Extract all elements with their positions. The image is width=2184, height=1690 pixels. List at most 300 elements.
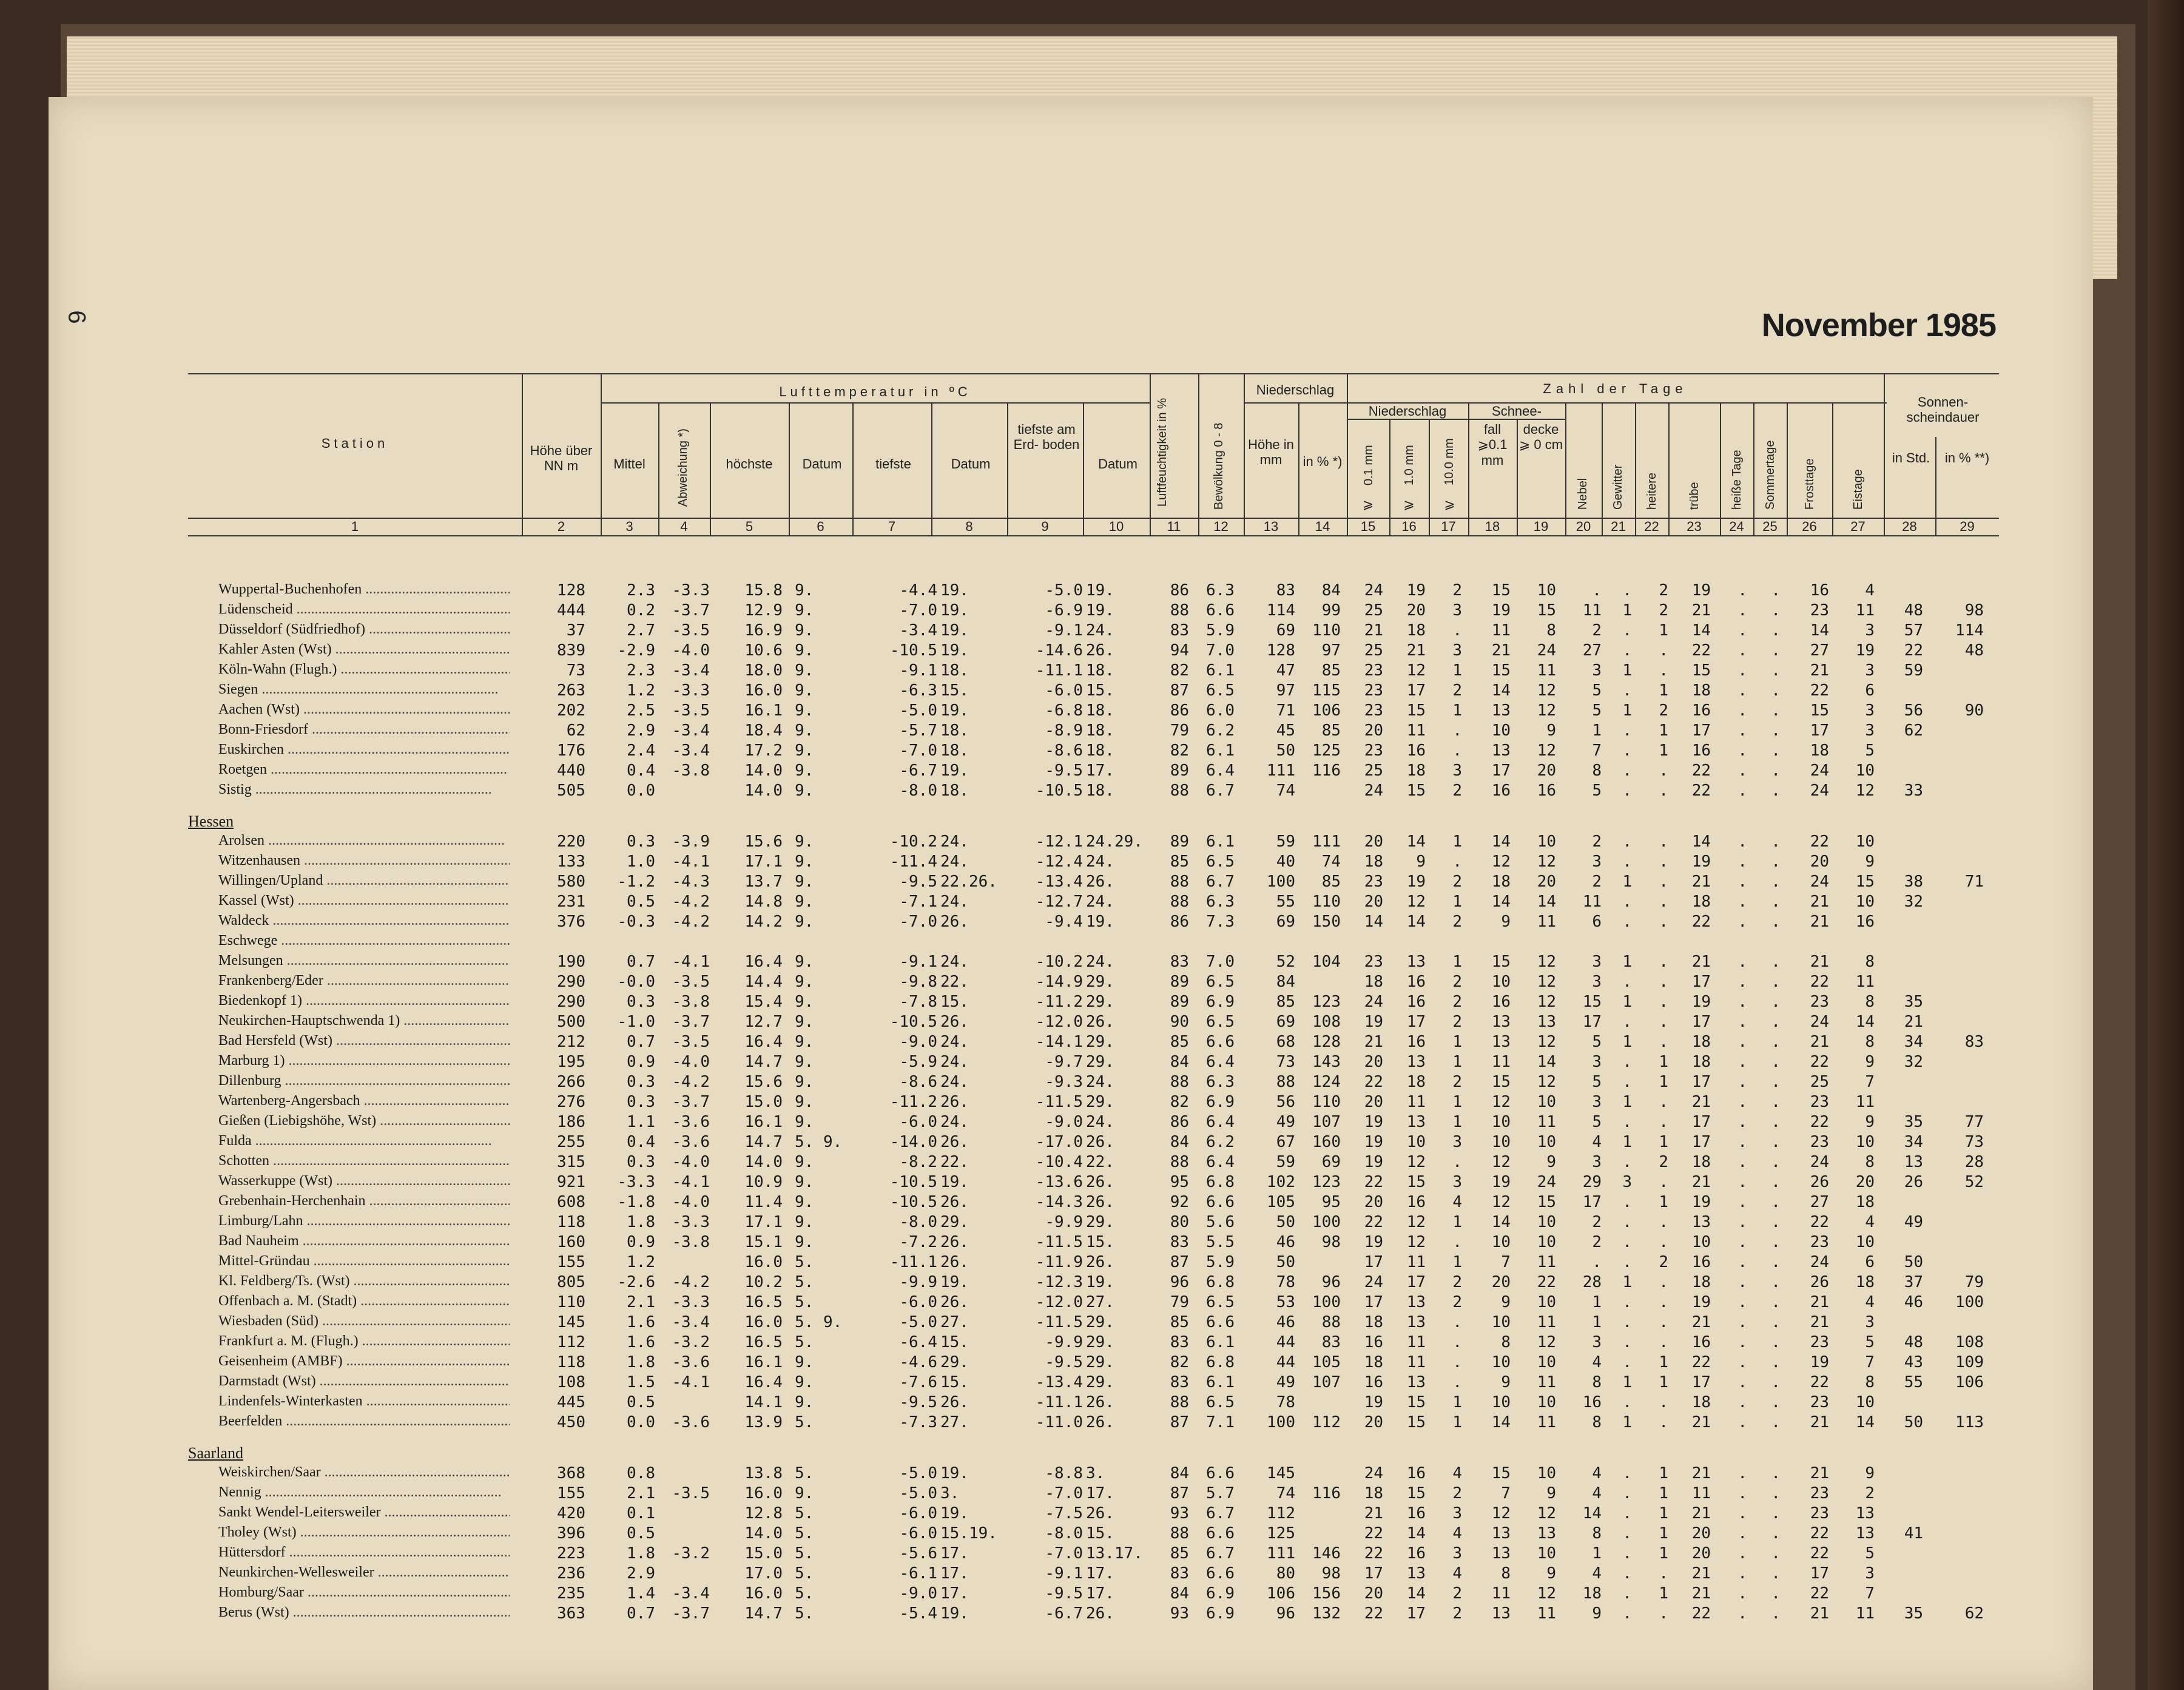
table-cell: -11.2	[1035, 993, 1083, 1011]
station-label: Schotten	[218, 1153, 269, 1169]
table-row	[0, 1153, 2002, 1173]
table-cell: 8	[1592, 1373, 1602, 1391]
table-cell: 10	[1491, 1113, 1511, 1131]
column-number: 18	[1485, 519, 1500, 534]
table-cell: .	[1737, 1173, 1747, 1191]
header-abweichung: Abweichung *)	[676, 428, 690, 507]
table-cell: 12.7	[744, 1013, 783, 1031]
table-cell: 16	[1406, 1544, 1426, 1563]
table-cell: 2	[1452, 1073, 1462, 1091]
table-cell: 12	[1537, 973, 1556, 991]
table-cell: 14	[1406, 833, 1426, 851]
table-cell: -4.2	[672, 913, 710, 931]
table-cell: .	[1622, 1073, 1632, 1091]
table-cell: .	[1771, 1393, 1781, 1411]
table-cell: 16.0	[744, 1584, 783, 1603]
table-cell: 79	[1170, 1293, 1189, 1311]
table-cell: -3.3	[672, 581, 710, 600]
table-cell: 16.4	[744, 1033, 783, 1051]
table-cell: 15	[1582, 993, 1602, 1011]
table-cell: 11	[1406, 1333, 1426, 1351]
col-divider	[710, 402, 711, 536]
table-cell: 1	[1659, 1504, 1668, 1523]
table-cell: 15.8	[744, 581, 783, 600]
table-cell: 2	[1452, 1293, 1462, 1311]
table-cell: 236	[557, 1564, 585, 1583]
table-cell: 1	[1452, 1393, 1462, 1411]
table-cell: 17	[1810, 1564, 1829, 1583]
table-cell: -9.5	[1045, 762, 1083, 780]
col-divider	[1753, 402, 1754, 536]
table-cell: 111	[1267, 1544, 1295, 1563]
table-cell: 1.0	[627, 853, 655, 871]
table-cell: 22	[1364, 1173, 1383, 1191]
table-cell: 2	[1865, 1484, 1875, 1502]
table-cell: 11	[1537, 1413, 1556, 1431]
col-divider	[1602, 402, 1603, 536]
table-cell: 21	[1364, 621, 1383, 640]
column-number: 19	[1533, 519, 1549, 534]
table-cell: 15	[1406, 1173, 1426, 1191]
table-cell: 83	[1170, 1564, 1189, 1583]
table-cell: 12	[1537, 1033, 1556, 1051]
table-cell: -3.6	[672, 1413, 710, 1431]
table-cell: 7.0	[1206, 641, 1235, 660]
table-cell: 86	[1170, 701, 1189, 720]
table-cell: 87	[1170, 681, 1189, 700]
table-cell: 21	[1810, 1293, 1829, 1311]
table-cell: 5	[1592, 1033, 1602, 1051]
table-cell: 608	[557, 1193, 585, 1211]
station-label: Köln-Wahn (Flugh.)	[218, 661, 337, 677]
table-cell: 3	[1865, 1564, 1875, 1583]
table-cell: .	[1771, 1313, 1781, 1331]
table-cell: 118	[557, 1213, 585, 1231]
table-row	[0, 681, 2002, 701]
table-cell: 10.6	[744, 641, 783, 660]
table-cell: 4	[1452, 1524, 1462, 1543]
table-cell: 24.	[940, 1073, 969, 1091]
table-cell: .	[1737, 681, 1747, 700]
table-cell: 14	[1582, 1504, 1602, 1523]
column-number: 3	[625, 519, 633, 534]
table-cell: 29.	[1086, 1093, 1114, 1111]
station-name	[218, 953, 510, 969]
table-cell: 1	[1659, 1353, 1668, 1371]
table-cell: -7.0	[899, 913, 937, 931]
header-ns-01: 0.1 mm	[1362, 445, 1375, 485]
station-name	[218, 1313, 510, 1330]
station-label: Homburg/Saar	[218, 1584, 304, 1600]
table-cell: .	[1737, 1504, 1747, 1523]
table-cell: -14.3	[1035, 1193, 1083, 1211]
table-cell: 16	[1406, 1033, 1426, 1051]
table-cell: 15	[1491, 1073, 1511, 1091]
table-cell: .	[1771, 1353, 1781, 1371]
table-cell: 1	[1659, 1584, 1668, 1603]
table-cell: 9.	[795, 762, 814, 780]
table-cell: 9.	[795, 1193, 814, 1211]
table-cell: 50	[1904, 1413, 1923, 1431]
table-cell: 22	[1904, 641, 1923, 660]
table-cell: 10	[1691, 1233, 1711, 1251]
table-cell: 110	[557, 1293, 585, 1311]
table-cell: 106	[1955, 1373, 1984, 1391]
table-cell: 26.	[1086, 1193, 1114, 1211]
table-cell: .	[1622, 1293, 1632, 1311]
table-cell: -5.6	[899, 1544, 937, 1563]
table-cell: 8	[1865, 953, 1875, 971]
table-cell: 102	[1267, 1173, 1295, 1191]
table-cell: -4.0	[672, 1053, 710, 1071]
table-cell: .	[1452, 853, 1462, 871]
table-cell: -9.9	[899, 1273, 937, 1291]
table-cell: 13	[1491, 1524, 1511, 1543]
table-cell: 5.	[795, 1293, 814, 1311]
table-row	[0, 993, 2002, 1013]
table-cell: 0.5	[627, 1393, 655, 1411]
table-cell: 3	[1592, 953, 1602, 971]
table-cell: 10.9	[744, 1173, 783, 1191]
table-cell: 18.	[940, 782, 969, 800]
table-cell: 104	[1312, 953, 1341, 971]
table-cell: 15.1	[744, 1233, 783, 1251]
table-cell: 21	[1691, 601, 1711, 620]
table-cell: 10	[1537, 1353, 1556, 1371]
table-cell: 14	[1855, 1013, 1875, 1031]
table-cell: -4.1	[672, 1373, 710, 1391]
table-cell: 6.6	[1206, 1464, 1235, 1482]
table-cell: 1.5	[627, 1373, 655, 1391]
table-cell: .	[1659, 1013, 1668, 1031]
table-cell: 28	[1582, 1273, 1602, 1291]
table-cell: .	[1771, 1604, 1781, 1623]
table-cell: 22	[1810, 1053, 1829, 1071]
table-cell: 13	[1491, 1033, 1511, 1051]
table-cell: .	[1771, 1544, 1781, 1563]
table-cell: 21	[1364, 1033, 1383, 1051]
table-cell: 26	[1810, 1173, 1829, 1191]
table-cell: 10	[1491, 1133, 1511, 1151]
table-cell: 83	[1964, 1033, 1984, 1051]
table-cell: .	[1737, 701, 1747, 720]
table-cell: 20	[1537, 762, 1556, 780]
table-cell: .	[1737, 853, 1747, 871]
table-cell: 29.	[1086, 1053, 1114, 1071]
table-cell: 9.	[795, 581, 814, 600]
table-cell: 3	[1452, 1173, 1462, 1191]
table-cell: 93	[1170, 1504, 1189, 1523]
table-cell: 1	[1622, 953, 1632, 971]
table-cell: 1	[1622, 1413, 1632, 1431]
station-label: Willingen/Upland	[218, 873, 323, 888]
col-divider	[1468, 402, 1469, 536]
table-cell: -6.8	[1045, 701, 1083, 720]
table-cell: 23	[1810, 1393, 1829, 1411]
table-cell: 9	[1546, 722, 1556, 740]
table-cell: 6.7	[1206, 1544, 1235, 1563]
table-cell: 74	[1276, 1484, 1295, 1502]
table-cell: 132	[1312, 1604, 1341, 1623]
table-cell: 22.	[940, 1153, 969, 1171]
table-cell: 6.6	[1206, 1313, 1235, 1331]
table-cell: 123	[1312, 1173, 1341, 1191]
table-row	[0, 722, 2002, 742]
header-bottom-rule	[188, 535, 1999, 536]
table-cell: -5.0	[899, 1313, 937, 1331]
table-cell: 10.2	[744, 1273, 783, 1291]
table-cell: .	[1622, 1544, 1632, 1563]
table-cell: -6.0	[1045, 681, 1083, 700]
table-cell: -9.0	[899, 1033, 937, 1051]
table-cell: .	[1737, 1273, 1747, 1291]
table-cell: 88	[1170, 893, 1189, 911]
table-cell: -5.0	[899, 1464, 937, 1482]
table-cell: 89	[1170, 993, 1189, 1011]
table-cell: 2	[1452, 1273, 1462, 1291]
table-cell: 23	[1364, 953, 1383, 971]
column-number: 27	[1850, 519, 1866, 534]
table-cell: -3.2	[672, 1333, 710, 1351]
table-cell: 24	[1364, 1273, 1383, 1291]
table-cell: -3.4	[899, 621, 937, 640]
table-cell: .	[1737, 1584, 1747, 1603]
table-cell: .	[1771, 1073, 1781, 1091]
table-cell: 20	[1364, 833, 1383, 851]
table-cell: 44	[1276, 1333, 1295, 1351]
station-label: Grebenhain-Herchenhain	[218, 1193, 366, 1209]
table-cell: 37	[566, 621, 585, 640]
table-cell: 85	[1321, 661, 1341, 680]
station-name	[218, 973, 510, 989]
table-cell: .	[1771, 762, 1781, 780]
table-row	[0, 1504, 2002, 1524]
table-cell: -12.0	[1035, 1013, 1083, 1031]
table-cell: -4.1	[672, 853, 710, 871]
table-cell: 5	[1865, 1544, 1875, 1563]
table-cell: 18.	[1086, 701, 1114, 720]
table-cell: 74	[1276, 782, 1295, 800]
table-cell: 2	[1452, 1604, 1462, 1623]
table-cell: 15	[1537, 601, 1556, 620]
table-cell: .	[1771, 1464, 1781, 1482]
ge-sign: ⩾	[1362, 496, 1374, 512]
table-cell: 86	[1170, 913, 1189, 931]
table-cell: 266	[557, 1073, 585, 1091]
table-cell: 0.3	[627, 993, 655, 1011]
table-cell: 156	[1312, 1584, 1341, 1603]
station-label: Sistig	[218, 782, 252, 797]
table-cell: 10	[1855, 1133, 1875, 1151]
table-cell: 6.2	[1206, 722, 1235, 740]
table-cell: 155	[557, 1484, 585, 1502]
station-name	[218, 601, 510, 618]
table-cell: 9.	[795, 1153, 814, 1171]
table-cell: 26.	[940, 1233, 969, 1251]
table-cell: .	[1622, 1253, 1632, 1271]
table-cell: 9.	[795, 1213, 814, 1231]
table-cell: 17.	[1086, 762, 1114, 780]
table-cell: 1	[1592, 1293, 1602, 1311]
table-cell: 46	[1276, 1313, 1295, 1331]
table-cell: 29.	[940, 1353, 969, 1371]
table-cell: 15	[1491, 581, 1511, 600]
station-label: Witzenhausen	[218, 853, 300, 868]
table-cell: 9	[1865, 1464, 1875, 1482]
table-cell: 26	[1904, 1173, 1923, 1191]
table-cell: 11.4	[744, 1193, 783, 1211]
table-cell: -3.4	[672, 722, 710, 740]
table-cell: 29.	[1086, 1353, 1114, 1371]
table-cell: 18	[1406, 621, 1426, 640]
table-cell: 9.	[795, 1113, 814, 1131]
table-cell: 47	[1276, 661, 1295, 680]
lufttemp-subrule	[601, 402, 1150, 404]
table-cell: 8	[1865, 1153, 1875, 1171]
table-row	[0, 581, 2002, 601]
table-cell: 18.	[1086, 661, 1114, 680]
table-cell: -10.2	[1035, 953, 1083, 971]
table-cell: 11	[1537, 913, 1556, 931]
table-cell: 14	[1691, 621, 1711, 640]
table-cell: -6.9	[1045, 601, 1083, 620]
table-cell: -7.1	[899, 893, 937, 911]
table-cell: .	[1737, 1053, 1747, 1071]
table-cell: 4	[1592, 1353, 1602, 1371]
table-cell: 18	[1691, 1393, 1711, 1411]
table-cell: 10	[1855, 762, 1875, 780]
table-cell: 22	[1364, 1213, 1383, 1231]
table-cell: 3	[1592, 661, 1602, 680]
table-cell: 4	[1592, 1564, 1602, 1583]
table-cell: -6.0	[899, 1504, 937, 1523]
table-cell: 107	[1312, 1113, 1341, 1131]
table-cell: 18.	[1086, 722, 1114, 740]
table-cell: 29	[1582, 1173, 1602, 1191]
table-cell: 22	[1810, 973, 1829, 991]
table-cell: 133	[557, 853, 585, 871]
table-cell: 24	[1364, 782, 1383, 800]
table-cell: 17	[1406, 1273, 1426, 1291]
column-number: 9	[1041, 519, 1049, 534]
table-cell: 255	[557, 1133, 585, 1151]
table-cell: 20	[1537, 873, 1556, 891]
table-cell: 16.9	[744, 621, 783, 640]
column-number: 25	[1762, 519, 1778, 534]
table-cell: 6.6	[1206, 1564, 1235, 1583]
table-cell: 82	[1170, 1093, 1189, 1111]
col-divider	[931, 402, 932, 536]
table-cell: 17.	[1086, 1584, 1114, 1603]
table-cell: 9.	[795, 1053, 814, 1071]
table-cell: 10	[1855, 1233, 1875, 1251]
table-cell: 22	[1537, 1273, 1556, 1291]
table-cell: -12.4	[1035, 853, 1083, 871]
column-number: 26	[1802, 519, 1817, 534]
table-cell: 100	[1312, 1293, 1341, 1311]
table-cell: 9.	[795, 1353, 814, 1371]
table-cell: 3	[1865, 661, 1875, 680]
table-cell: .	[1737, 1333, 1747, 1351]
table-cell: 16.0	[744, 1253, 783, 1271]
table-cell: 16	[1691, 1333, 1711, 1351]
page-number: 6	[63, 310, 90, 324]
table-cell: 363	[557, 1604, 585, 1623]
station-name	[218, 1173, 510, 1189]
table-cell: 80	[1170, 1213, 1189, 1231]
table-cell: 290	[557, 993, 585, 1011]
table-cell: 3	[1592, 1053, 1602, 1071]
station-label: Bad Hersfeld (Wst)	[218, 1033, 332, 1049]
table-cell: 32	[1904, 893, 1923, 911]
table-cell: 16	[1855, 913, 1875, 931]
table-cell: 24.	[1086, 853, 1114, 871]
station-name	[218, 1353, 510, 1370]
table-cell: 18	[1691, 1273, 1711, 1291]
station-label: Wartenberg-Angersbach	[218, 1093, 360, 1109]
table-cell: 11	[1537, 661, 1556, 680]
table-cell: 3	[1452, 1544, 1462, 1563]
table-cell: 16	[1691, 701, 1711, 720]
table-cell: -14.0	[889, 1133, 937, 1151]
table-cell: 6.4	[1206, 762, 1235, 780]
table-cell: .	[1622, 1313, 1632, 1331]
table-cell: 505	[557, 782, 585, 800]
table-row	[0, 661, 2002, 681]
table-cell: 16	[1810, 581, 1829, 600]
table-cell: 18	[1691, 681, 1711, 700]
station-label: Gießen (Liebigshöhe, Wst)	[218, 1113, 377, 1129]
table-cell: 17	[1691, 973, 1711, 991]
table-cell: 839	[557, 641, 585, 660]
table-cell: 19	[1364, 1113, 1383, 1131]
table-row	[0, 1564, 2002, 1584]
table-cell: 29.	[1086, 1033, 1114, 1051]
station-name	[218, 1524, 510, 1541]
table-cell: 106	[1312, 701, 1341, 720]
table-cell: -8.0	[1045, 1524, 1083, 1543]
table-cell: 108	[557, 1373, 585, 1391]
table-cell: 15.	[1086, 1524, 1114, 1543]
table-cell: .	[1659, 1293, 1668, 1311]
table-cell: .	[1737, 1393, 1747, 1411]
station-label: Darmstadt (Wst)	[218, 1373, 316, 1389]
table-cell: 19.	[940, 1504, 969, 1523]
table-cell: 94	[1170, 641, 1189, 660]
table-cell: 16	[1406, 993, 1426, 1011]
header-niederschlag: Niederschlag	[1256, 382, 1335, 397]
table-cell: 19	[1691, 993, 1711, 1011]
table-cell: 12	[1537, 1073, 1556, 1091]
table-cell: 21	[1691, 1093, 1711, 1111]
table-cell: 116	[1312, 762, 1341, 780]
table-cell: .	[1771, 601, 1781, 620]
table-cell: 18.	[940, 742, 969, 760]
table-cell: 24	[1810, 762, 1829, 780]
table-cell: 21	[1691, 1564, 1711, 1583]
table-cell: 14.0	[744, 1524, 783, 1543]
table-cell: 5.9	[1206, 621, 1235, 640]
table-cell: 56	[1276, 1093, 1295, 1111]
col-divider	[852, 402, 854, 536]
table-cell: 95	[1321, 1193, 1341, 1211]
table-cell: -9.5	[899, 873, 937, 891]
table-cell: 2	[1452, 1013, 1462, 1031]
table-cell: 80	[1276, 1564, 1295, 1583]
table-cell: 106	[1267, 1584, 1295, 1603]
column-number: 8	[965, 519, 973, 534]
table-cell: 6.8	[1206, 1173, 1235, 1191]
